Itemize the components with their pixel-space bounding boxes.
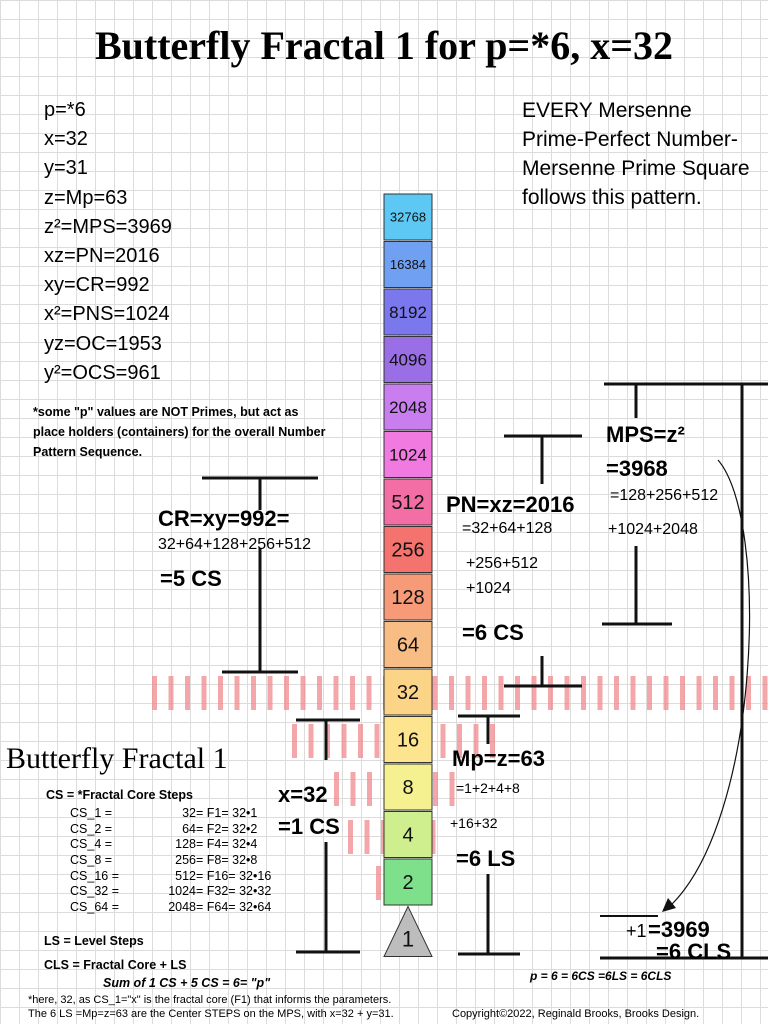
tower-block-label: 4096 — [389, 350, 427, 370]
cs-row-value: 32 — [182, 806, 196, 820]
param-yz: yz=OC=1953 — [44, 332, 162, 355]
tower-block-label: 2048 — [389, 398, 427, 418]
dash-mark — [664, 676, 669, 710]
param-x: x=32 — [44, 128, 88, 151]
dash-mark — [466, 676, 471, 710]
pn-sum-2: +256+512 — [466, 555, 539, 572]
dash-mark — [548, 676, 553, 710]
dash-mark — [565, 676, 570, 710]
cs-row-name: CS_2 = — [70, 821, 113, 836]
tower-block-label: 1024 — [389, 445, 427, 465]
p-equation: p = 6 = 6CS =6LS = 6CLS — [530, 969, 672, 983]
dash-mark — [376, 866, 381, 900]
dash-mark — [680, 676, 685, 710]
dash-mark — [284, 676, 289, 710]
cs-row-formula: = F8= 32•8 — [196, 853, 258, 868]
cls-definition: CLS = Fractal Core + LS — [44, 958, 187, 972]
dash-mark — [713, 676, 718, 710]
mps-sum-2: +1024+2048 — [608, 521, 698, 538]
dash-mark — [581, 676, 586, 710]
cs-row-value: 64 — [182, 821, 196, 836]
tower-block-label: 512 — [391, 492, 425, 515]
dash-mark — [301, 676, 306, 710]
cs-row-formula: = F16= 32•16 — [196, 868, 272, 883]
dash-mark — [350, 676, 355, 710]
dash-mark — [152, 676, 157, 710]
mp-title: Mp=z=63 — [452, 746, 545, 771]
x-title: x=32 — [278, 782, 328, 807]
dash-mark — [351, 772, 356, 806]
tower-block-label: 8 — [402, 777, 414, 800]
dash-mark — [365, 820, 370, 854]
cs-row-formula: = F4= 32•4 — [196, 837, 258, 852]
tower-block-label: 16384 — [389, 257, 427, 273]
cs-row-formula: = F64= 32•64 — [196, 900, 272, 915]
x-cs: =1 CS — [278, 814, 340, 839]
pn-sum-3: +1024 — [466, 580, 511, 597]
mps-title: MPS=z² — [606, 422, 685, 447]
footnote-1: *here, 32, as CS_1="x" is the fractal core (F1) that informs the parameters. — [28, 994, 392, 1006]
dash-mark — [367, 676, 372, 710]
cr-cs: =5 CS — [160, 566, 222, 591]
dash-mark — [342, 724, 347, 758]
dash-mark — [433, 676, 438, 710]
param-xz: xz=PN=2016 — [44, 245, 160, 268]
cs-row-value: 2048 — [168, 900, 196, 915]
cs-row-name: CS_16 = — [70, 868, 119, 883]
dash-mark — [763, 676, 768, 710]
cs-row-value: 128 — [175, 837, 196, 852]
dash-mark — [334, 676, 339, 710]
pn-cs: =6 CS — [462, 620, 524, 645]
dash-mark — [450, 772, 455, 806]
dash-mark — [202, 676, 207, 710]
dash-mark — [441, 724, 446, 758]
dash-mark — [375, 724, 380, 758]
number-tower — [384, 194, 432, 957]
tower-apex-label: 1 — [401, 926, 415, 952]
tower-block-label: 32768 — [389, 209, 427, 225]
cs-definition: CS = *Fractal Core Steps — [46, 788, 193, 802]
cs-row-formula: = F32= 32•32 — [196, 884, 272, 899]
param-z-squared: z²=MPS=3969 — [44, 215, 172, 238]
tower-block-label: 64 — [396, 634, 420, 657]
dash-mark — [697, 676, 702, 710]
tower-block-label: 32 — [396, 682, 420, 705]
arrow-head — [662, 898, 676, 912]
tower-block-label: 8192 — [389, 303, 427, 323]
dash-mark — [367, 772, 372, 806]
dash-mark — [433, 772, 438, 806]
pn-title: PN=xz=2016 — [446, 492, 575, 517]
dash-mark — [647, 676, 652, 710]
cs-row-name: CS_1 = — [70, 806, 113, 820]
dash-mark — [218, 676, 223, 710]
cr-title: CR=xy=992= — [158, 506, 290, 531]
mps-value: =3968 — [606, 456, 668, 481]
final-total: =3969 — [648, 917, 710, 942]
param-z: z=Mp=63 — [44, 186, 128, 209]
final-cls: =6 CLS — [656, 939, 732, 964]
sum-statement: Sum of 1 CS + 5 CS = 6= "p" — [103, 976, 271, 990]
mp-sum-1: =1+2+4+8 — [456, 780, 520, 796]
dash-mark — [631, 676, 636, 710]
dash-mark — [185, 676, 190, 710]
ls-definition: LS = Level Steps — [44, 934, 144, 948]
dash-mark — [358, 724, 363, 758]
mp-ls: =6 LS — [456, 846, 516, 871]
page-title: Butterfly Fractal 1 for p=*6, x=32 — [94, 23, 674, 68]
dash-mark — [449, 676, 454, 710]
dash-mark — [515, 676, 520, 710]
dash-mark — [730, 676, 735, 710]
dash-mark — [598, 676, 603, 710]
param-y: y=31 — [44, 157, 88, 180]
placeholder-note: *some "p" values are NOT Primes, but act as place holders (containers) for the overall Number Pattern Sequence. — [33, 405, 326, 459]
dash-mark — [235, 676, 240, 710]
pattern-note: EVERY Mersenne Prime-Perfect Number-Mersenne Prime Square follows this pattern. — [522, 99, 750, 209]
dash-mark — [482, 676, 487, 710]
param-x-squared: x²=PNS=1024 — [44, 303, 170, 326]
final-plus: +1 — [626, 921, 647, 941]
cs-row-value: 256 — [175, 853, 196, 868]
cs-row-value: 1024 — [168, 884, 196, 899]
cr-sum: 32+64+128+256+512 — [158, 536, 312, 553]
footnote-2: The 6 LS =Mp=z=63 are the Center STEPS on the MPS, with x=32 + y=31. — [28, 1008, 394, 1020]
dash-mark — [309, 724, 314, 758]
mps-sum-1: =128+256+512 — [610, 487, 719, 504]
cs-row-name: CS_64 = — [70, 900, 119, 915]
mp-sum-2: +16+32 — [450, 815, 498, 831]
tower-block-label: 4 — [402, 824, 414, 847]
copyright: Copyright©2022, Reginald Brooks, Brooks Design. — [452, 1008, 700, 1020]
dash-mark — [292, 724, 297, 758]
dash-mark — [251, 676, 256, 710]
dash-mark — [348, 820, 353, 854]
dash-mark — [499, 676, 504, 710]
legend-title: Butterfly Fractal 1 — [6, 742, 228, 775]
cs-row-formula: = F1= 32•1 — [196, 806, 258, 820]
cs-row-value: 512 — [175, 868, 196, 883]
param-xy: xy=CR=992 — [44, 274, 150, 297]
cs-row-name: CS_8 = — [70, 853, 113, 868]
dash-mark — [614, 676, 619, 710]
tower-block-label: 2 — [402, 872, 414, 895]
param-p: p=*6 — [44, 99, 86, 121]
tower-block-label: 128 — [391, 587, 425, 610]
dash-mark — [169, 676, 174, 710]
tower-block-label: 256 — [391, 539, 425, 562]
dash-mark — [268, 676, 273, 710]
dash-mark — [317, 676, 322, 710]
cs-row-name: CS_32 = — [70, 884, 119, 899]
tower-block-label: 16 — [396, 729, 420, 752]
dash-mark — [532, 676, 537, 710]
param-y-squared: y²=OCS=961 — [44, 361, 161, 384]
pn-sum-1: =32+64+128 — [462, 520, 553, 537]
cs-row-name: CS_4 = — [70, 837, 113, 852]
cs-row-formula: = F2= 32•2 — [196, 821, 258, 836]
dash-mark — [334, 772, 339, 806]
